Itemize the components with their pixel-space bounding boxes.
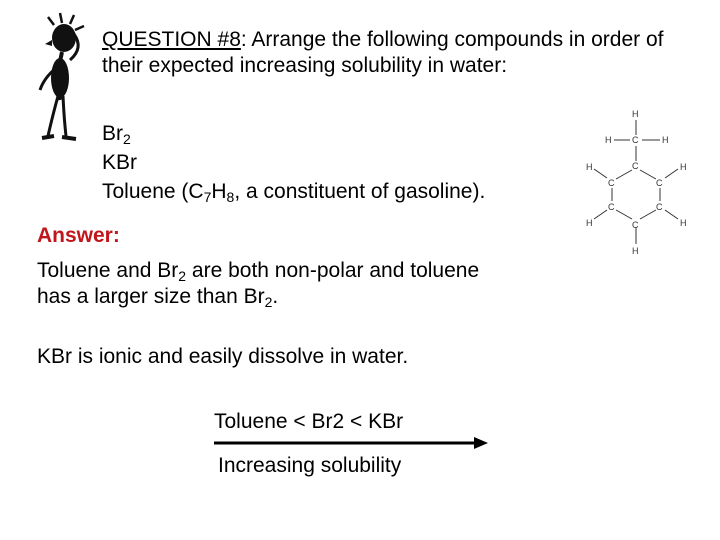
- br2-base: Br: [102, 122, 123, 145]
- compound-kbr: KBr: [102, 151, 138, 174]
- answer-paragraph-nonpolar: [37, 258, 517, 310]
- atom-c-ring-top: C: [632, 161, 639, 171]
- atom-c-methyl: C: [632, 135, 639, 145]
- atom-c-ring-upper-right: C: [656, 178, 663, 188]
- toluene-structure-diagram: [578, 104, 698, 264]
- toluene-sub-h: 8: [226, 189, 235, 205]
- br2-sub: 2: [123, 131, 131, 147]
- toluene-h: H: [211, 180, 227, 203]
- solubility-order: Toluene < Br2 < KBr: [214, 410, 404, 433]
- answer-p1-part-a: Toluene and Br: [37, 259, 179, 282]
- thinking-figure-clipart: [18, 8, 90, 148]
- atom-c-ring-bottom: C: [632, 220, 639, 230]
- answer-p1-sub-a: 2: [178, 268, 187, 284]
- atom-c-ring-lower-left: C: [608, 202, 615, 212]
- answer-p1-part-b: are both non-polar and toluene has a larger size than Br: [37, 259, 480, 308]
- atom-c-ring-upper-left: C: [608, 178, 615, 188]
- atom-h-methyl-left: H: [605, 135, 612, 145]
- answer-p1-sub-b: 2: [264, 294, 273, 310]
- question-body: : Arrange the following compounds in order of their expected increasing solubility in water:: [102, 28, 664, 77]
- increasing-arrow: [214, 436, 490, 450]
- question-label: QUESTION #8: [102, 28, 241, 51]
- answer-paragraph-ionic: KBr is ionic and easily dissolve in water.: [37, 345, 409, 368]
- atom-h-lower-left: H: [586, 218, 593, 228]
- atom-h-lower-right: H: [680, 218, 687, 228]
- atom-h-upper-left: H: [586, 162, 593, 172]
- answer-p1-part-c: .: [272, 285, 279, 308]
- answer-heading: Answer:: [37, 224, 120, 247]
- atom-h-top: H: [632, 109, 639, 119]
- toluene-sub-c: 7: [203, 189, 212, 205]
- atom-h-bottom: H: [632, 246, 639, 256]
- toluene-suffix: , a constituent of gasoline).: [234, 180, 486, 203]
- compound-toluene: [102, 177, 485, 206]
- atom-h-upper-right: H: [680, 162, 687, 172]
- compound-br2: [102, 119, 131, 148]
- arrow-label: Increasing solubility: [218, 454, 402, 477]
- atom-c-ring-lower-right: C: [656, 202, 663, 212]
- atom-h-methyl-right: H: [662, 135, 669, 145]
- question-text: [102, 27, 672, 79]
- toluene-prefix: Toluene (C: [102, 180, 204, 203]
